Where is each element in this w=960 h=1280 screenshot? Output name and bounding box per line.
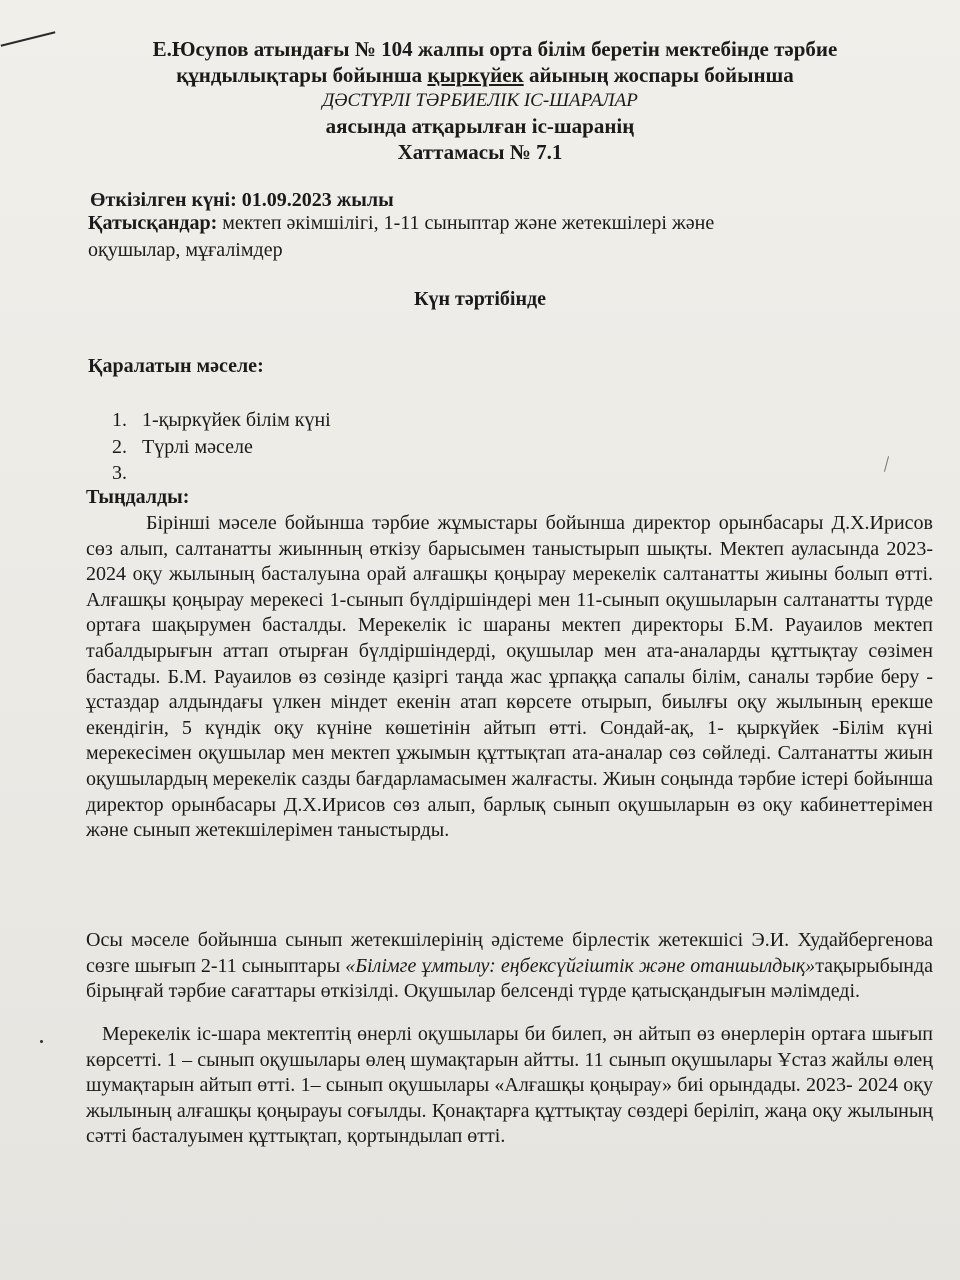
agenda-title: Күн тәртібінде <box>413 288 547 310</box>
participants-line-2: оқушылар, мұғалімдер <box>88 239 283 261</box>
header-line-1: Е.Юсупов атындағы № 104 жалпы орта білім беретін мектебінде тәрбие <box>152 37 838 61</box>
list-item: 2. Түрлі мәселе <box>112 435 253 458</box>
protocol-title: Хаттамасы № 7.1 <box>397 140 563 164</box>
pen-tick-mark <box>884 456 889 472</box>
paragraph-3: Мерекелік іс-шара мектептің өнерлі оқушылары би билеп, ән айтып өз өнерлерін ортаға шығып көрсетті. 1 – сынып оқушылары өлең шумақтарын айтты. 11 сынып оқушылары Ұстаз жайлы өлең шумақтарын айтып өтті. 1– сынып оқушылары «Алғашқы қоңырау» биі орындады. 2023- 2024 оқу жылының алғашқы қоңырауы соғылды. Қонақтарға құттықтау сөздері беріліп, жаңа оқу жылының сәтті басталуымен құттықтап, қортындылап өтті. <box>86 1023 933 1148</box>
participants-label: Қатысқандар: <box>88 212 218 234</box>
paragraph-1: Бірінші мәселе бойынша тәрбие жұмыстары бойынша директор орынбасары Д.Х.Ирисов сөз алып, салтанатты жиынның өткізу барысымен таныстырып шықты. Мектеп ауласында 2023-2024 оқу жылының басталуына орай алғашқы қоңырау мерекелік салтанатты жиыны болып өтті. Алғашқы қоңырау мерекесі 1-сынып бүлдіршіндері мен 11-сынып оқушыларын салтанатты түрде ортаға шақырумен басталды. Мерекелік іс шараны мектеп директоры Б.М. Рауаилов мектеп табалдырығын аттап отырған бүлдіршіндерді, оқушылар мен ата-аналарды құттықтау сөзімен бастады. Б.М. Рауаилов өз сөзінде қазіргі таңда жас ұрпаққа сапалы білім, саналы тәрбие беру - ұстаздар алдындағы үлкен міндет екенін атап көрсете отырып, биылғы оқу жылының ерекше екендігін, 5 күндік оқу күніне көшетінін айтып өтті. Сондай-ақ, 1- қыркүйек -Білім күні мерекесімен оқушылар мен мектеп ұжымын құттықтап ата-аналар сөз сөйледі. Салтанатты жиын оқушылардың мерекелік сазды бағдарламасымен жалғасты. Жиын соңында тәрбие істері бойынша директор орынбасары Д.Х.Ирисов сөз алып, барлық сынып оқушыларын өз оқу кабинеттерімен және сынып жетекшілерімен таныстырды. <box>86 512 933 842</box>
issue-label: Қаралатын мәселе: <box>88 355 264 377</box>
header-line-2: құндылықтары бойынша қыркүйек айының жоспары бойынша <box>176 63 794 87</box>
list-item: 1. 1-қыркүйек білім күні <box>112 409 331 431</box>
participants-line <box>88 210 714 236</box>
month-underlined: қыркүйек <box>427 63 524 87</box>
header-line-3: ДӘСТҮРЛІ ТӘРБИЕЛІК ІС-ШАРАЛАР <box>322 90 638 111</box>
header-line-4: аясында атқарылған іс-шаранің <box>325 114 635 138</box>
heard-label: Тыңдалды: <box>86 486 190 508</box>
issues-list <box>112 407 331 487</box>
margin-dot-mark <box>40 1040 43 1043</box>
paragraph-2: Осы мәселе бойынша сынып жетекшілерінің әдістеме бірлестік жетекшісі Э.И. Худайбергенова сөзге шығып 2-11 сыныптары «Білімге ұмтылу: еңбексүйгіштік және отаншылдық»тақырыбында бірыңғай тәрбие сағаттары өткізілді. Оқушылар белсенді түрде қатысқандығын мәлімдеді. <box>86 929 934 1003</box>
topic-italic: «Білімге ұмтылу: еңбексүйгіштік және отаншылдық» <box>345 954 816 977</box>
participants-value: мектеп әкімшілігі, 1-11 сыныптар және жетекшілері және <box>217 212 715 234</box>
list-item: 3. <box>112 462 127 484</box>
date-line: Өткізілген күні: 01.09.2023 жылы <box>90 189 394 211</box>
